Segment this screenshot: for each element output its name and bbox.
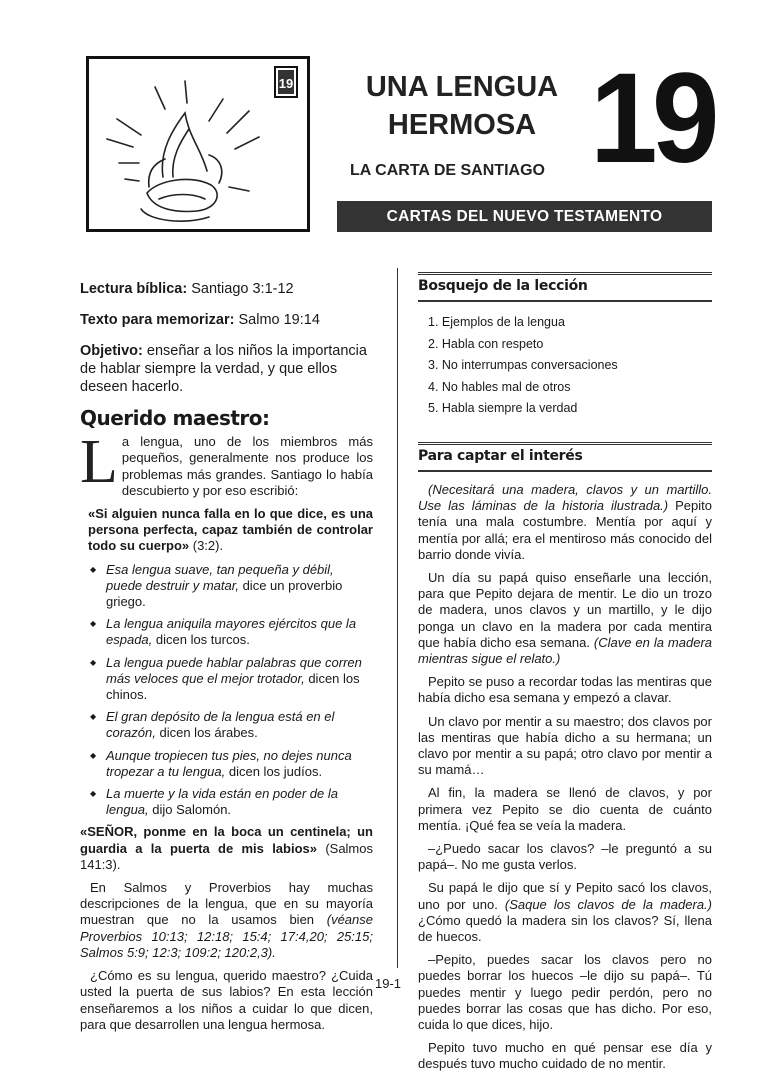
intro-paragraph <box>80 428 373 499</box>
proverb-quote: La lengua aniquila mayores ejércitos que la espada, <box>106 616 357 648</box>
outline-item: 1. Ejemplos de la lengua <box>428 315 565 330</box>
series-banner: CARTAS DEL NUEVO TESTAMENTO <box>337 201 712 232</box>
proverb-source: dijo Salomón. <box>148 802 232 818</box>
teacher-heading: Querido maestro: <box>80 406 270 430</box>
story-text-span: ¿Cómo quedó la madera sin los clavos? Sí, llena de huecos. <box>418 912 712 944</box>
column-divider <box>397 268 398 968</box>
story-text-span: Su papá le dijo que sí y Pepito sacó los clavos, uno por uno. <box>418 880 712 912</box>
page-number: 19-1 <box>374 976 402 991</box>
verse-quote-1 <box>88 506 373 555</box>
proverb-item <box>80 709 373 741</box>
story-instruction: (Clave en la madera mientras sigue el relato.) <box>418 634 712 666</box>
proverb-quote: La lengua puede hablar palabras que corren más veloces que el mejor trotador, <box>106 654 362 686</box>
proverb-source: dicen los árabes. <box>155 725 258 741</box>
intro-text: a lengua, uno de los miembros más pequeños, generalmente nos produce los problemas más grandes. Santiago lo había descubierto y por eso escribió: <box>121 434 373 498</box>
proverb-item <box>80 786 373 818</box>
outline-item: 2. Habla con respeto <box>428 336 544 351</box>
verse-1-ref: (3:2). <box>192 538 224 554</box>
proverb-list <box>80 562 373 819</box>
proverb-source: dicen los turcos. <box>152 632 250 648</box>
proverb-item <box>80 655 373 704</box>
story-paragraph: Pepito tuvo mucho en qué pensar ese día y después tuvo mucho cuidado de no mentir. <box>418 1040 712 1072</box>
story-instruction: (Necesitará una madera, clavos y un martillo. Use las láminas de la historia ilustrada.) <box>418 481 712 514</box>
closing-paragraph: ¿Cómo es su lengua, querido maestro? ¿Cuida usted la puerta de sus labios? En esta lección enseñaremos a los niños a cuidar lo que dicen, para que desarrollen una lengua hermosa. <box>80 968 373 1032</box>
story-paragraph: –¿Puedo sacar los clavos? –le preguntó a su papá–. No me gusta verlos. <box>418 840 712 873</box>
psalms-paragraph <box>80 880 373 961</box>
outline-item: 5. Habla siempre la verdad <box>428 401 578 416</box>
right-column <box>418 272 712 1080</box>
story-paragraph <box>418 570 712 667</box>
title-line-1: UNA LENGUA <box>365 71 559 103</box>
outline-item: 3. No interrumpas conversaciones <box>428 358 618 373</box>
proverb-source: dicen los judíos. <box>225 763 323 779</box>
story-paragraph: Al fin, la madera se llenó de clavos, y por primera vez Pepito se dio cuenta de cuánto mentía. ¡Qué fea se veía la madera. <box>418 785 712 833</box>
proverb-source: dice un proverbio griego. <box>106 577 343 610</box>
proverb-quote: La muerte y la vida están en poder de la lengua, <box>106 786 338 818</box>
proverb-quote: Esa lengua suave, tan pequeña y débil, puede destruir y matar, <box>106 561 334 593</box>
lesson-number: 19 <box>590 47 714 190</box>
verse-quote-2 <box>80 824 373 873</box>
story-paragraph: –Pepito, puedes sacar los clavos pero no puedes borrar los huecos –le dijo su papá–. Tú puedes mentir y luego pedir perdón, pero no puedes borrar las cosas que has dicho. Por eso, cuida lo que dices, hijo. <box>418 952 712 1032</box>
memory-verse-label: Texto para memorizar: <box>80 312 235 328</box>
story-text-span: Pepito tenía una mala costumbre. Mentía por aquí y mentía por allá; era el mentiroso más conocido del barrio donde vivía. <box>418 498 712 562</box>
psalms-text: En Salmos y Proverbios hay muchas descripciones de la lengua, que en su mayoría muestran que no la usamos bien <box>80 880 373 928</box>
objective <box>80 342 373 396</box>
lesson-illustration <box>86 56 310 232</box>
objective-value: enseñar a los niños la importancia de hablar siempre la verdad, y que ellos deseen hacerlo. <box>80 343 367 395</box>
interest-heading: Para captar el interés <box>418 442 712 472</box>
story-paragraph: Pepito se puso a recordar todas las mentiras que había dicho esa semana y empezó a clavar. <box>418 674 712 706</box>
lesson-subtitle: LA CARTA DE SANTIAGO <box>350 162 545 179</box>
outline-list <box>418 312 712 420</box>
memory-verse-value: Salmo 19:14 <box>238 312 320 328</box>
story-paragraph <box>418 482 712 563</box>
psalms-refs: (véanse Proverbios 10:13; 12:18; 15:4; 17:4,20; 25:15; Salmos 5:9; 12:3; 109:2; 120:2,3). <box>80 912 373 960</box>
title-line-2: HERMOSA <box>387 109 537 141</box>
objective-label: Objetivo: <box>80 343 143 359</box>
verse-2-text: «SEÑOR, ponme en la boca un centinela; un guardia a la puerta de mis labios» <box>80 824 373 856</box>
bible-reading-label: Lectura bíblica: <box>80 281 188 297</box>
illustration-badge: 19 <box>278 76 294 91</box>
proverb-quote: El gran depósito de la lengua está en el corazón, <box>106 709 335 741</box>
mouth-tongue-drawing <box>89 59 307 229</box>
story-paragraph: Un clavo por mentir a su maestro; dos clavos por las mentiras que había dicho a su hermana; un clavo por mentir a su papá; otro clavo por mentir a su mamá… <box>418 713 712 778</box>
outline-item: 4. No hables mal de otros <box>428 379 571 394</box>
left-column <box>80 280 373 1040</box>
verse-1-text: «Si alguien nunca falla en lo que dice, es una persona perfecta, capaz también de controlar todo su cuerpo» <box>88 506 373 554</box>
story-text <box>418 482 712 1073</box>
story-text-span: Un día su papá quiso enseñarle una lección, para que Pepito dejara de mentir. Le dio un trozo de madera, unos clavos y un martillo, y le dijo ponga un clavo en la madera por cada mentira que había dicho esa semana. <box>418 569 712 650</box>
memory-verse <box>80 311 373 330</box>
bible-reading-value: Santiago 3:1-12 <box>191 281 294 297</box>
bible-reading <box>80 280 373 299</box>
proverb-quote: Aunque tropiecen tus pies, no dejes nunca tropezar a tu lengua, <box>106 747 352 779</box>
proverb-item <box>80 562 373 611</box>
story-paragraph <box>418 880 712 945</box>
outline-heading: Bosquejo de la lección <box>418 272 712 302</box>
lesson-title <box>344 68 580 144</box>
story-instruction: (Saque los clavos de la madera.) <box>497 896 712 912</box>
drop-cap: L <box>80 428 118 497</box>
proverb-item <box>80 748 373 780</box>
verse-2-ref: (Salmos 141:3). <box>80 840 373 872</box>
proverb-source: dicen los chinos. <box>106 670 360 703</box>
proverb-item <box>80 616 373 648</box>
